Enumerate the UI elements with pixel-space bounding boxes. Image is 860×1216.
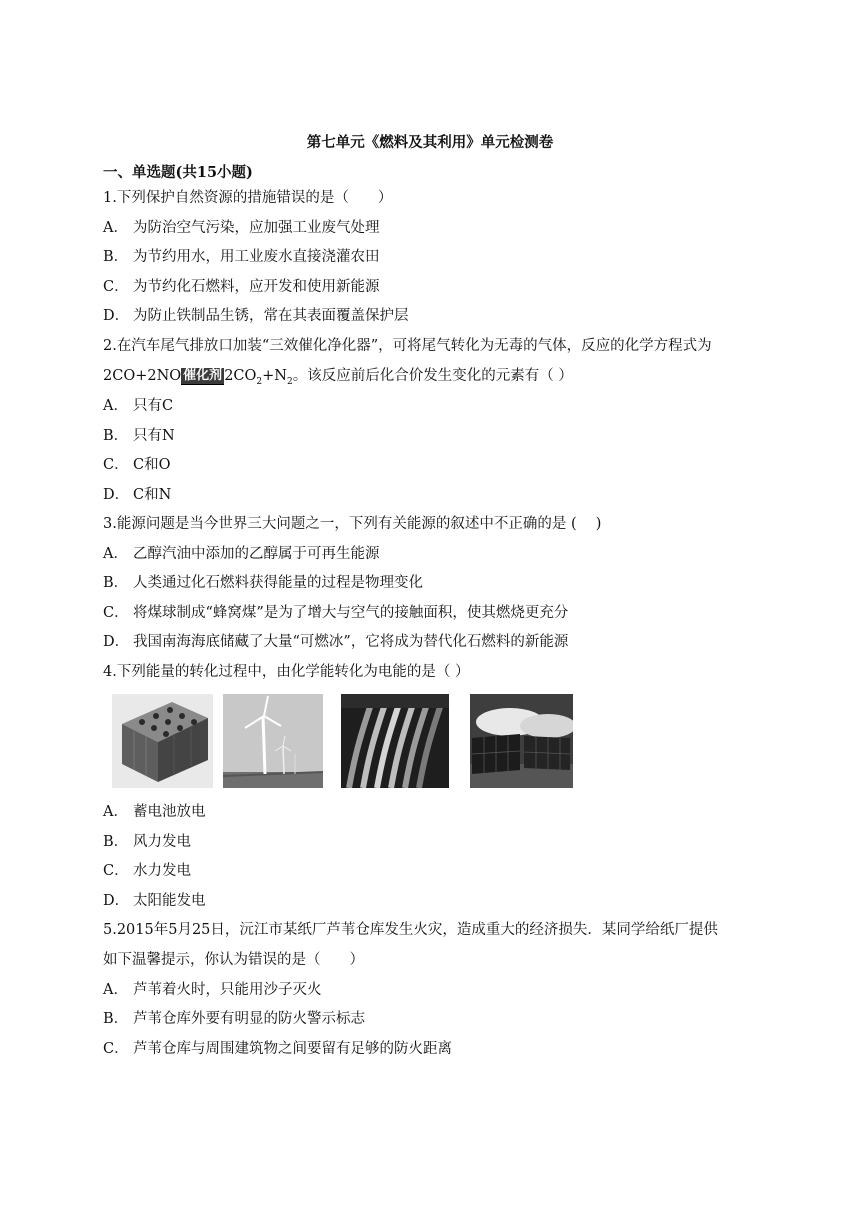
option-letter: C． <box>103 457 129 473</box>
option-text: 为防止铁制品生锈，常在其表面覆盖保护层 <box>133 308 409 324</box>
equation-reactants: 2CO+2NO <box>103 368 182 384</box>
option-text: 我国南海海底储藏了大量“可燃冰”，它将成为替代化石燃料的新能源 <box>133 634 569 650</box>
option-letter: B． <box>103 249 129 265</box>
q5-option-b <box>103 1009 365 1029</box>
q3-option-a <box>103 544 380 564</box>
option-letter: B． <box>103 575 129 591</box>
question-3-stem: 3.能源问题是当今世界三大问题之一，下列有关能源的叙述中不正确的是 ( ) <box>103 516 602 532</box>
q2-option-c <box>103 455 170 475</box>
option-letter: A． <box>103 220 128 236</box>
option-letter: D． <box>103 893 130 909</box>
q4-option-c <box>103 861 191 881</box>
q1-option-a <box>103 218 380 238</box>
question-5-stem-line2: 如下温馨提示，你认为错误的是（ ） <box>103 952 364 968</box>
section-heading: 一、单选题(共15小题) <box>103 164 253 181</box>
q4-option-d <box>103 891 206 911</box>
q1-option-c <box>103 277 380 297</box>
option-letter: D． <box>103 308 130 324</box>
option-text: 只有N <box>133 428 175 444</box>
option-text: 人类通过化石燃料获得能量的过程是物理变化 <box>133 575 423 591</box>
equation-product-co2: 2CO <box>224 368 257 384</box>
option-letter: C． <box>103 605 129 621</box>
option-text: 蓄电池放电 <box>133 804 206 820</box>
solar-panel-photo <box>470 694 573 788</box>
option-text: C和O <box>133 457 171 473</box>
q5-option-c <box>103 1039 452 1059</box>
q4-option-b <box>103 832 191 852</box>
option-text: 乙醇汽油中添加的乙醇属于可再生能源 <box>133 546 380 562</box>
option-letter: B． <box>103 428 129 444</box>
option-letter: A． <box>103 804 128 820</box>
option-text: 为节约用水，用工业废水直接浇灌农田 <box>133 249 380 265</box>
question-1-stem: 1.下列保护自然资源的措施错误的是（ ） <box>103 190 393 206</box>
question-2-equation-line <box>103 366 573 392</box>
question-2-stem-tail: 。该反应前后化合价发生变化的元素有（ ） <box>292 368 573 384</box>
q5-option-a <box>103 980 322 1000</box>
q4-option-a <box>103 802 206 822</box>
subscript: 2 <box>286 376 293 387</box>
question-4-stem: 4.下列能量的转化过程中，由化学能转化为电能的是（ ） <box>103 664 470 680</box>
option-text: 为防治空气污染，应加强工业废气处理 <box>133 220 380 236</box>
question-5-stem-line1: 5.2015年5月25日，沅江市某纸厂芦苇仓库发生火灾，造成重大的经济损失．某同学给纸厂提供 <box>103 922 718 938</box>
option-letter: A． <box>103 546 128 562</box>
option-letter: C． <box>103 279 129 295</box>
option-text: 太阳能发电 <box>133 893 206 909</box>
q2-option-a <box>103 396 173 416</box>
option-letter: D． <box>103 634 130 650</box>
option-text: 芦苇仓库外要有明显的防火警示标志 <box>133 1011 365 1027</box>
option-letter: C． <box>103 863 129 879</box>
option-letter: B． <box>103 1011 129 1027</box>
document-title: 第七单元《燃料及其利用》单元检测卷 <box>306 134 554 151</box>
option-text: C和N <box>133 487 172 503</box>
q1-option-b <box>103 247 380 267</box>
q3-option-b <box>103 573 423 593</box>
option-letter: C． <box>103 1041 129 1057</box>
option-letter: A． <box>103 398 128 414</box>
option-letter: A． <box>103 982 128 998</box>
q1-option-d <box>103 306 409 326</box>
option-text: 只有C <box>133 398 174 414</box>
q2-option-b <box>103 426 175 446</box>
wind-turbine-photo <box>223 694 323 788</box>
catalyst-label: 催化剂 <box>183 368 223 383</box>
option-text: 将煤球制成“蜂窝煤”是为了增大与空气的接触面积，使其燃烧更充分 <box>133 605 569 621</box>
option-text: 芦苇仓库与周围建筑物之间要留有足够的防火距离 <box>133 1041 452 1057</box>
q3-option-d <box>103 632 568 652</box>
battery-photo <box>112 694 213 788</box>
q2-option-d <box>103 485 171 505</box>
option-text: 芦苇着火时，只能用沙子灭火 <box>133 982 322 998</box>
equation-product-n2: +N <box>262 368 287 384</box>
hydro-turbine-photo <box>341 694 449 788</box>
option-text: 风力发电 <box>133 834 191 850</box>
subscript: 2 <box>256 376 263 387</box>
question-2-stem-line1: 2.在汽车尾气排放口加装“三效催化净化器”，可将尾气转化为无毒的气体，反应的化学方程式为 <box>103 338 712 354</box>
option-text: 为节约化石燃料，应开发和使用新能源 <box>133 279 380 295</box>
option-letter: D． <box>103 487 130 503</box>
q3-option-c <box>103 603 568 623</box>
option-text: 水力发电 <box>133 863 191 879</box>
option-letter: B． <box>103 834 129 850</box>
